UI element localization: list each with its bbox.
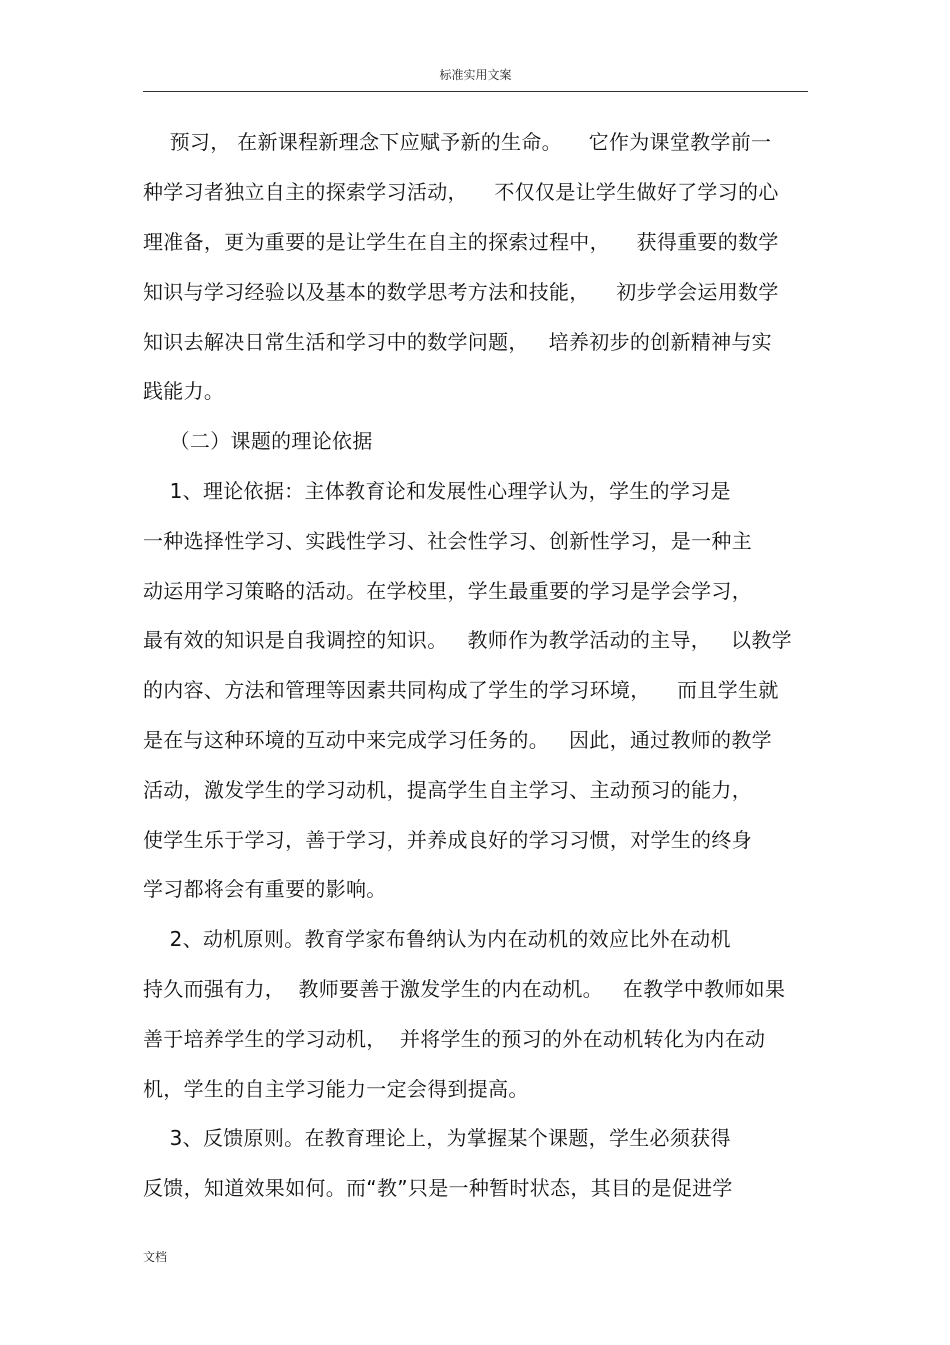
body-line: 知识去解决日常生活和学习中的数学问题， 培养初步的创新精神与实 bbox=[143, 330, 772, 354]
body-line: 善于培养学生的学习动机， 并将学生的预习的外在动机转化为内在动 bbox=[143, 1027, 766, 1051]
section-heading: （二）课题的理论依据 bbox=[143, 429, 373, 453]
body-line: 学习都将会有重要的影响。 bbox=[143, 877, 387, 901]
body-line: 预习， 在新课程新理念下应赋予新的生命。 它作为课堂教学前一 bbox=[143, 130, 772, 154]
body-line: 是在与这种环境的互动中来完成学习任务的。 因此，通过教师的教学 bbox=[143, 728, 772, 752]
body-line: 的内容、方法和管理等因素共同构成了学生的学习环境， 而且学生就 bbox=[143, 678, 779, 702]
page-footer-label: 文档 bbox=[143, 1250, 168, 1264]
body-line: 知识与学习经验以及基本的数学思考方法和技能， 初步学会运用数学 bbox=[143, 280, 779, 304]
body-line: 1、理论依据：主体教育论和发展性心理学认为，学生的学习是 bbox=[143, 479, 731, 503]
body-line: 活动，激发学生的学习动机，提高学生自主学习、主动预习的能力， bbox=[143, 778, 752, 802]
body-line: 机，学生的自主学习能力一定会得到提高。 bbox=[143, 1077, 529, 1101]
body-line: 一种选择性学习、实践性学习、社会性学习、创新性学习，是一种主 bbox=[143, 529, 752, 553]
body-line: 理准备，更为重要的是让学生在自主的探索过程中， 获得重要的数学 bbox=[143, 230, 779, 254]
body-line: 2、动机原则。教育学家布鲁纳认为内在动机的效应比外在动机 bbox=[143, 927, 731, 951]
header-divider bbox=[143, 91, 808, 92]
body-line: 动运用学习策略的活动。在学校里，学生最重要的学习是学会学习， bbox=[143, 579, 752, 603]
body-line: 持久而强有力， 教师要善于激发学生的内在动机。 在教学中教师如果 bbox=[143, 977, 786, 1001]
body-line: 使学生乐于学习，善于学习，并养成良好的学习习惯，对学生的终身 bbox=[143, 828, 752, 852]
body-line: 践能力。 bbox=[143, 379, 225, 403]
body-line: 最有效的知识是自我调控的知识。 教师作为教学活动的主导， 以教学 bbox=[143, 628, 792, 652]
body-line: 种学习者独立自主的探索学习活动， 不仅仅是让学生做好了学习的心 bbox=[143, 180, 779, 204]
body-line: 反馈，知道效果如何。而“教”只是一种暂时状态，其目的是促进学 bbox=[143, 1176, 733, 1200]
body-line: 3、反馈原则。在教育理论上，为掌握某个课题，学生必须获得 bbox=[143, 1126, 731, 1150]
page-header-title: 标准实用文案 bbox=[439, 68, 512, 82]
